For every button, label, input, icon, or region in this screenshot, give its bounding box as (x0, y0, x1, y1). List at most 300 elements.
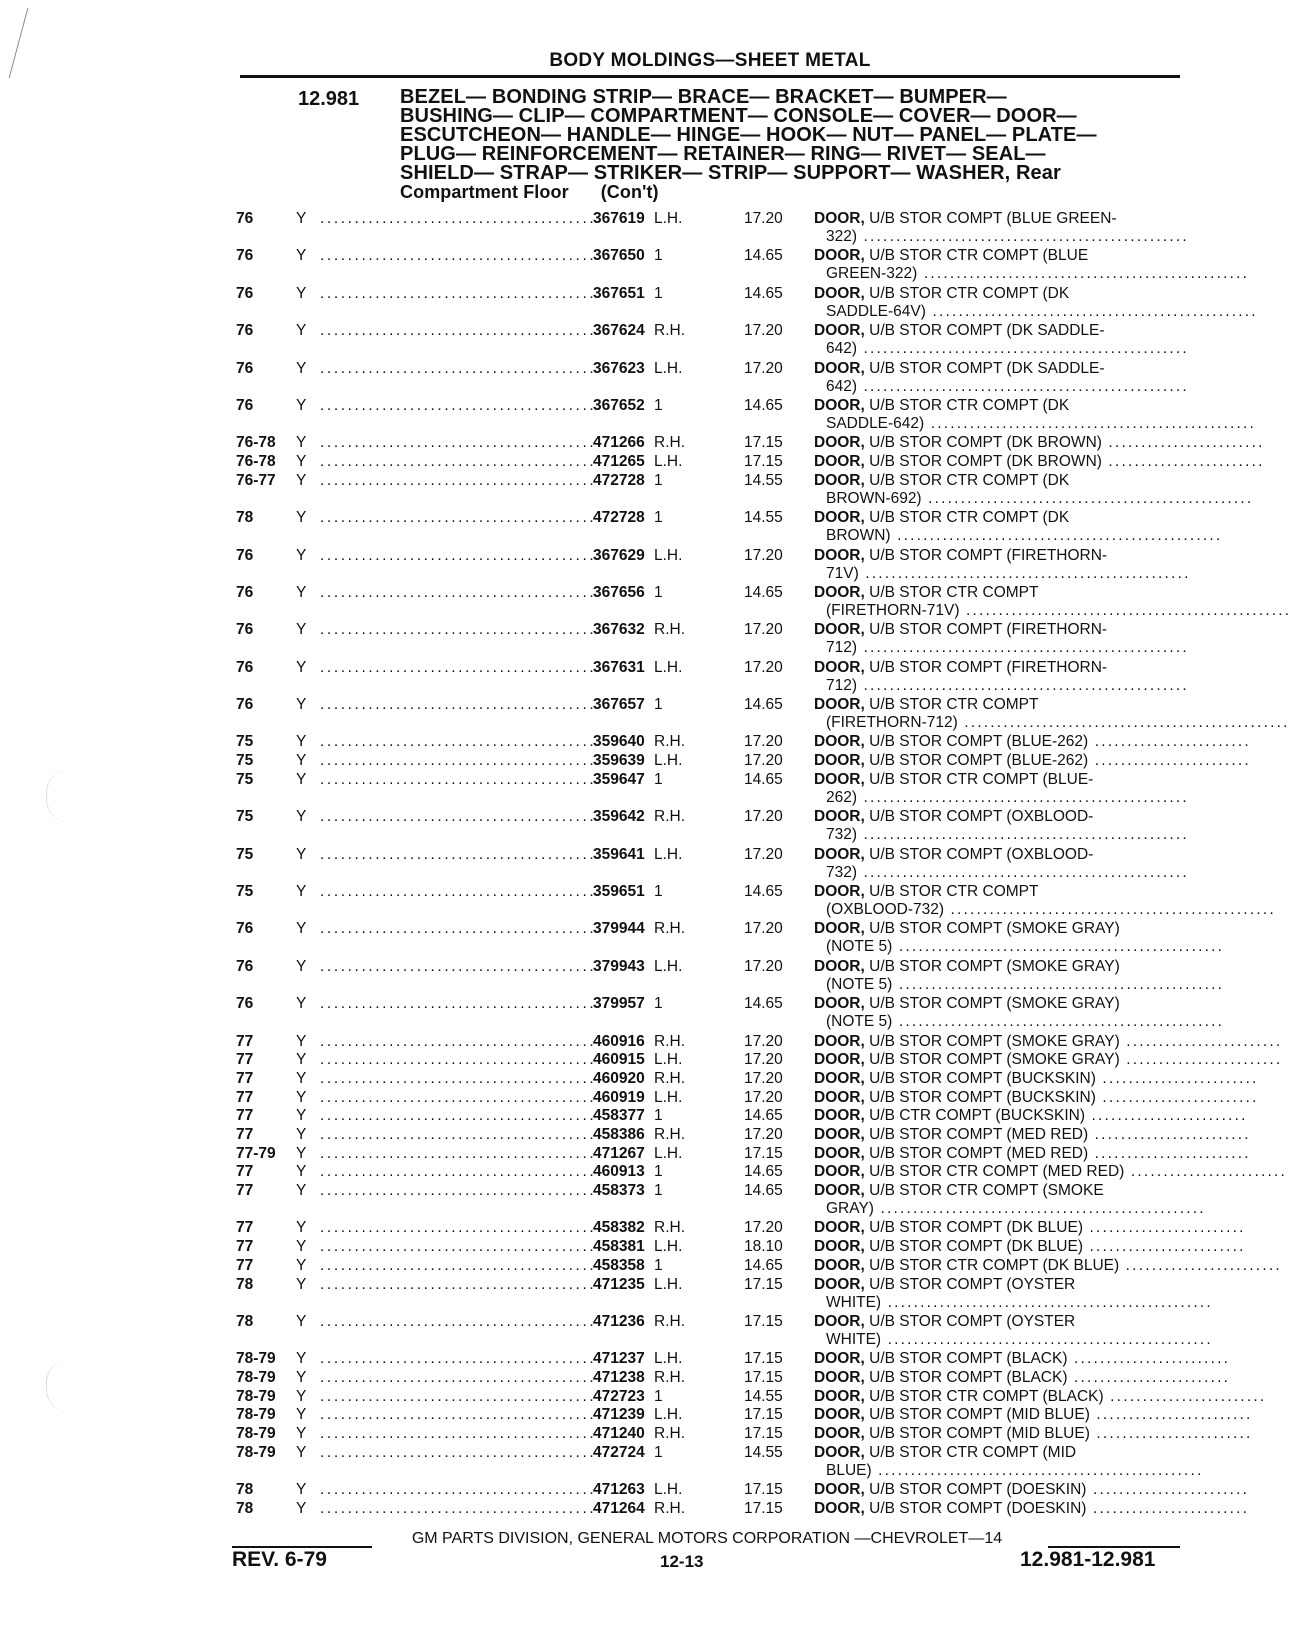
dot-leader: ........................................ (320, 733, 597, 751)
dot-leader: .................................................. (957, 714, 1290, 732)
price: 17.20 (744, 808, 783, 826)
description-text: GREEN-322) (826, 265, 918, 283)
dot-leader: ........................................ (320, 546, 597, 564)
price: 17.20 (744, 845, 783, 863)
dot-leader: .................................................. (873, 1200, 1206, 1218)
description-label: DOOR, (814, 658, 865, 676)
description (814, 1238, 1246, 1256)
dot-leader: ........................ (1101, 453, 1265, 471)
description-text: U/B STOR COMPT (BUCKSKIN) (869, 1069, 1096, 1087)
dot-leader: ........................ (1119, 1051, 1283, 1069)
price: 14.65 (744, 770, 783, 788)
description-continued (826, 265, 1250, 283)
quantity: R.H. (654, 621, 685, 639)
dot-leader: ........................................ (320, 1481, 597, 1499)
description-continued (826, 1293, 1213, 1312)
dot-leader: .................................................. (890, 527, 1223, 545)
description-label: DOOR, (814, 322, 865, 340)
description-text: (FIRETHORN-71V) (826, 601, 960, 619)
dot-leader: ........................ (1088, 1126, 1251, 1143)
model-year: 76 (236, 583, 254, 601)
table-row (236, 1219, 1246, 1238)
description-text: U/B STOR COMPT (FIRETHORN- (869, 546, 1108, 564)
dot-leader: ........................ (1067, 1350, 1231, 1368)
usage-flag: Y (296, 845, 307, 863)
usage-flag: Y (296, 1256, 307, 1274)
dot-leader: .................................................. (881, 1330, 1213, 1348)
usage-flag: Y (296, 434, 307, 452)
description-label: DOOR, (814, 621, 865, 639)
model-year: 78-79 (236, 1387, 276, 1405)
part-number: 379943 (593, 957, 645, 975)
dot-leader: ........................................ (320, 1406, 597, 1424)
dot-leader: .................................................. (921, 489, 1254, 507)
description-text: U/B STOR COMPT (SMOKE GRAY) (869, 957, 1120, 975)
dot-leader: .................................................. (881, 1293, 1213, 1311)
description (814, 360, 1180, 378)
description-continued (826, 863, 1189, 882)
dot-leader: .................................................. (925, 302, 1258, 320)
description-label: DOOR, (814, 210, 865, 227)
table-row (236, 247, 1250, 284)
quantity: L.H. (654, 658, 683, 676)
table-row (236, 583, 1291, 621)
part-number: 367652 (593, 396, 645, 414)
quantity: 1 (654, 284, 663, 302)
usage-flag: Y (296, 210, 307, 227)
model-year: 77 (236, 1163, 254, 1181)
description-label: DOOR, (814, 808, 865, 826)
usage-flag: Y (296, 770, 307, 788)
description-text: (FIRETHORN-712) (826, 714, 958, 732)
table-row (236, 1126, 1251, 1145)
usage-flag: Y (296, 1126, 307, 1143)
dot-leader: ........................................ (320, 453, 597, 471)
section-heading (400, 88, 1180, 202)
price: 17.20 (744, 733, 783, 751)
usage-flag: Y (296, 883, 307, 900)
description (814, 453, 1265, 471)
part-number: 458386 (593, 1126, 645, 1143)
dot-leader: .................................................. (857, 826, 1189, 844)
footer-range: 12.981-12.981 (1020, 1548, 1156, 1571)
description-label: DOOR, (814, 845, 865, 863)
price: 17.15 (744, 1481, 783, 1499)
quantity: 1 (654, 247, 663, 265)
model-year: 75 (236, 808, 254, 826)
description-label: DOOR, (814, 359, 865, 377)
page-title: BODY MOLDINGS—SHEET METAL (549, 50, 871, 71)
price: 17.20 (744, 1069, 783, 1087)
description-label: DOOR, (814, 509, 865, 527)
description-continued (826, 676, 1189, 695)
table-row (236, 1088, 1259, 1108)
description-text: U/B STOR COMPT (FIRETHORN- (869, 621, 1108, 639)
price: 14.65 (744, 1163, 783, 1181)
description (814, 472, 1180, 490)
dot-leader: .................................................. (924, 414, 1257, 432)
description-label: DOOR, (814, 883, 865, 900)
price: 17.15 (744, 1144, 783, 1162)
dot-leader: .................................................. (857, 228, 1189, 245)
description-label: DOOR, (814, 583, 865, 601)
description-text: (NOTE 5) (826, 938, 893, 956)
price: 14.65 (744, 883, 783, 900)
description (814, 1144, 1251, 1163)
table-row (236, 471, 1254, 509)
description (814, 1406, 1253, 1424)
dot-leader: .................................................. (944, 901, 1276, 918)
description-text: U/B STOR CTR COMPT (869, 696, 1039, 714)
price: 14.55 (744, 509, 783, 527)
dot-leader: ........................ (1095, 1069, 1259, 1087)
description-label: DOOR, (814, 1443, 865, 1461)
part-number: 359642 (593, 808, 645, 826)
quantity: R.H. (654, 920, 685, 938)
quantity: R.H. (654, 1219, 685, 1237)
description-continued (826, 714, 1290, 732)
part-number: 359641 (593, 845, 645, 863)
dot-leader: ........................................ (320, 696, 597, 714)
model-year: 76 (236, 920, 254, 938)
usage-flag: Y (296, 1387, 307, 1405)
usage-flag: Y (296, 583, 307, 601)
price: 17.15 (744, 1499, 783, 1517)
table-row (236, 546, 1191, 584)
price: 18.10 (744, 1238, 783, 1256)
model-year: 76 (236, 658, 254, 676)
description (814, 1069, 1259, 1088)
dot-leader: .................................................. (959, 601, 1291, 619)
description-label: DOOR, (814, 995, 865, 1013)
dot-leader: ........................................ (320, 957, 597, 975)
description-text: U/B STOR CTR COMPT (869, 883, 1039, 900)
description (814, 1182, 1180, 1200)
table-row (236, 1238, 1246, 1257)
dot-leader: ........................ (1086, 1499, 1250, 1517)
dot-leader: .................................................. (857, 863, 1189, 881)
usage-flag: Y (296, 453, 307, 471)
description-text: 712) (826, 639, 858, 657)
dot-leader: ........................ (1067, 1368, 1231, 1386)
description-text: U/B STOR COMPT (BLACK) (869, 1350, 1068, 1368)
description (814, 1313, 1180, 1331)
dot-leader: ........................ (1089, 1406, 1253, 1424)
description (814, 808, 1180, 826)
dot-leader: ........................................ (320, 434, 597, 452)
price: 17.15 (744, 1406, 783, 1424)
usage-flag: Y (296, 1144, 307, 1162)
description (814, 696, 1180, 714)
description-label: DOOR, (814, 434, 865, 452)
description-text: U/B STOR COMPT (SMOKE GRAY) (869, 920, 1120, 938)
description-continued (826, 302, 1258, 321)
model-year: 76 (236, 322, 254, 340)
price: 17.20 (744, 1219, 783, 1237)
punch-hole (46, 1360, 91, 1412)
description-text: U/B STOR COMPT (SMOKE GRAY) (869, 1032, 1120, 1050)
price: 14.55 (744, 471, 783, 489)
section-number: 12.981 (298, 88, 360, 110)
quantity: L.H. (654, 453, 683, 471)
description-text: WHITE) (826, 1330, 882, 1348)
quantity: L.H. (654, 1350, 683, 1368)
price: 17.15 (744, 1425, 783, 1443)
description (814, 1499, 1250, 1518)
quantity: L.H. (654, 957, 683, 975)
quantity: L.H. (654, 210, 683, 227)
usage-flag: Y (296, 1425, 307, 1443)
description-continued (826, 414, 1257, 433)
usage-flag: Y (296, 1219, 307, 1237)
table-row (236, 210, 1189, 247)
usage-flag: Y (296, 1443, 307, 1461)
model-year: 77 (236, 1069, 254, 1087)
description-text: U/B STOR CTR COMPT (BLUE- (869, 770, 1094, 788)
usage-flag: Y (296, 752, 307, 770)
usage-flag: Y (296, 1406, 307, 1424)
description-text: 642) (826, 377, 858, 395)
description-text: U/B STOR CTR COMPT (BLUE (869, 247, 1089, 265)
part-number: 367629 (593, 546, 645, 564)
description-continued (826, 938, 1225, 956)
description-label: DOOR, (814, 1238, 865, 1256)
usage-flag: Y (296, 1312, 307, 1330)
quantity: 1 (654, 583, 663, 601)
table-row (236, 453, 1265, 472)
description-text: U/B STOR CTR COMPT (DK (869, 509, 1070, 527)
quantity: 1 (654, 1387, 663, 1405)
description (814, 883, 1180, 901)
dot-leader: ........................................ (320, 396, 597, 414)
part-number: 471267 (593, 1144, 645, 1162)
model-year: 76 (236, 396, 254, 414)
table-row (236, 1443, 1204, 1481)
part-number: 471238 (593, 1368, 645, 1386)
model-year: 78 (236, 1275, 254, 1293)
table-row (236, 845, 1189, 883)
description-label: DOOR, (814, 1126, 865, 1143)
usage-flag: Y (296, 733, 307, 751)
price: 17.20 (744, 621, 783, 639)
quantity: 1 (654, 471, 663, 489)
usage-flag: Y (296, 546, 307, 564)
table-row (236, 509, 1223, 546)
part-number: 460916 (593, 1032, 645, 1050)
part-number: 367650 (593, 247, 645, 265)
description-label: DOOR, (814, 1368, 865, 1386)
price: 17.15 (744, 1368, 783, 1386)
description-label: DOOR, (814, 1312, 865, 1330)
table-row (236, 284, 1258, 322)
model-year: 76 (236, 247, 254, 265)
price: 14.65 (744, 583, 783, 601)
model-year: 77 (236, 1256, 254, 1274)
price: 17.20 (744, 957, 783, 975)
description-text: BROWN) (826, 527, 891, 545)
description (814, 1219, 1246, 1237)
section-heading-line: SHIELD— STRAP— STRIKER— STRIP— SUPPORT— WASHER, Rear (400, 162, 1061, 184)
description-text: WHITE) (826, 1293, 882, 1311)
model-year: 76 (236, 546, 254, 564)
dot-leader: ........................................ (320, 284, 597, 302)
model-year: 75 (236, 770, 254, 788)
table-row (236, 733, 1251, 752)
table-row (236, 770, 1189, 808)
description (814, 1126, 1251, 1144)
description (814, 1444, 1180, 1462)
dot-leader: ........................................ (320, 845, 597, 863)
description-continued (826, 377, 1189, 396)
section-heading-line (400, 183, 1180, 202)
description (814, 247, 1180, 265)
description (814, 434, 1265, 452)
price: 14.65 (744, 396, 783, 414)
description-text: U/B CTR COMPT (BUCKSKIN) (869, 1107, 1085, 1125)
dot-leader: ........................................ (320, 1219, 597, 1237)
quantity: R.H. (654, 1312, 685, 1330)
usage-flag: Y (296, 471, 307, 489)
table-row (236, 1051, 1283, 1070)
description-label: DOOR, (814, 396, 865, 414)
description-continued (826, 826, 1189, 844)
dot-leader: .................................................. (857, 340, 1189, 358)
quantity: R.H. (654, 733, 685, 751)
description-label: DOOR, (814, 920, 865, 938)
section-heading-line: ESCUTCHEON— HANDLE— HINGE— HOOK— NUT— PANEL— PLATE— (400, 124, 1097, 146)
dot-leader: ........................................ (320, 1069, 597, 1087)
dot-leader: ........................ (1088, 752, 1251, 770)
description-text: U/B STOR COMPT (DK BLUE) (869, 1219, 1083, 1237)
part-number: 471263 (593, 1481, 645, 1499)
dot-leader: ........................ (1088, 1144, 1251, 1162)
model-year: 76 (236, 210, 254, 227)
quantity: R.H. (654, 1069, 685, 1087)
part-number: 367624 (593, 322, 645, 340)
description (814, 584, 1180, 602)
table-row (236, 1144, 1251, 1164)
dot-leader: ........................................ (320, 1256, 597, 1274)
description-text: U/B STOR COMPT (OXBLOOD- (869, 845, 1094, 863)
price: 14.65 (744, 1256, 783, 1274)
description-label: DOOR, (814, 453, 865, 471)
table-row (236, 396, 1257, 434)
usage-flag: Y (296, 1350, 307, 1368)
price: 14.65 (744, 995, 783, 1013)
quantity: L.H. (654, 752, 683, 770)
description-text: U/B STOR CTR COMPT (BLACK) (869, 1387, 1104, 1405)
quantity: L.H. (654, 845, 683, 863)
part-number: 471236 (593, 1312, 645, 1330)
table-row (236, 1256, 1282, 1276)
table-row (236, 1499, 1250, 1519)
description (814, 659, 1180, 677)
dot-leader: .................................................. (892, 1013, 1225, 1031)
dot-leader: ........................................ (320, 621, 597, 639)
section-heading-last: Compartment Floor (400, 182, 569, 202)
part-number: 471237 (593, 1350, 645, 1368)
dot-leader: ........................................ (320, 1032, 597, 1050)
description-label: DOOR, (814, 1499, 865, 1517)
dot-leader: ........................................ (320, 883, 597, 900)
model-year: 76 (236, 621, 254, 639)
table-row (236, 883, 1276, 920)
description-label: DOOR, (814, 1256, 865, 1274)
description-text: U/B STOR COMPT (BUCKSKIN) (869, 1088, 1096, 1106)
description-text: 732) (826, 826, 858, 844)
part-number: 458373 (593, 1182, 645, 1200)
dot-leader: ........................................ (320, 770, 597, 788)
description-text: U/B STOR CTR COMPT (DK BLUE) (869, 1256, 1120, 1274)
description-continued (826, 1200, 1206, 1218)
description-text: (NOTE 5) (826, 975, 893, 993)
description-text: U/B STOR COMPT (DOESKIN) (869, 1481, 1087, 1499)
part-number: 471266 (593, 434, 645, 452)
dot-leader: ........................................ (320, 1499, 597, 1517)
dot-leader: ........................................ (320, 1107, 597, 1125)
description-continued (826, 901, 1276, 919)
description-text: SADDLE-64V) (826, 302, 926, 320)
dot-leader: ........................................ (320, 1238, 597, 1256)
description-text: U/B STOR COMPT (MID BLUE) (869, 1406, 1090, 1424)
model-year: 78 (236, 1499, 254, 1517)
quantity: R.H. (654, 808, 685, 826)
dot-leader: ........................ (1095, 1088, 1259, 1106)
dot-leader: .................................................. (857, 639, 1189, 657)
price: 14.65 (744, 1107, 783, 1125)
description (814, 397, 1180, 415)
usage-flag: Y (296, 696, 307, 714)
punch-hole (46, 770, 91, 822)
model-year: 76 (236, 359, 254, 377)
model-year: 78 (236, 509, 254, 527)
part-number: 458381 (593, 1238, 645, 1256)
dot-leader: ........................ (1085, 1107, 1248, 1125)
description-text: U/B STOR CTR COMPT (MED RED) (869, 1163, 1125, 1181)
quantity: 1 (654, 995, 663, 1013)
description-text: BROWN-692) (826, 489, 922, 507)
quantity: L.H. (654, 1144, 683, 1162)
description (814, 1276, 1180, 1294)
model-year: 78-79 (236, 1443, 276, 1461)
part-number: 367656 (593, 583, 645, 601)
description (814, 995, 1180, 1013)
parts-list (236, 210, 1291, 1519)
quantity: 1 (654, 696, 663, 714)
continued-note: (Con't) (600, 182, 659, 202)
model-year: 75 (236, 883, 254, 900)
part-number: 458377 (593, 1107, 645, 1125)
description (814, 1425, 1253, 1443)
usage-flag: Y (296, 1032, 307, 1050)
model-year: 76 (236, 957, 254, 975)
description (814, 771, 1180, 789)
part-number: 359647 (593, 770, 645, 788)
dot-leader: ........................................ (320, 1051, 597, 1069)
description (814, 322, 1180, 340)
dot-leader: ........................................ (320, 752, 597, 770)
description-text: U/B STOR COMPT (DK BLUE) (869, 1238, 1083, 1256)
price: 17.20 (744, 359, 783, 377)
table-row (236, 1163, 1287, 1182)
description-label: DOOR, (814, 957, 865, 975)
quantity: R.H. (654, 1499, 685, 1517)
description-text: U/B STOR CTR COMPT (DK (869, 471, 1070, 489)
description-continued (826, 340, 1189, 358)
description-continued (826, 1013, 1225, 1031)
table-row (236, 920, 1225, 957)
price: 17.20 (744, 546, 783, 564)
